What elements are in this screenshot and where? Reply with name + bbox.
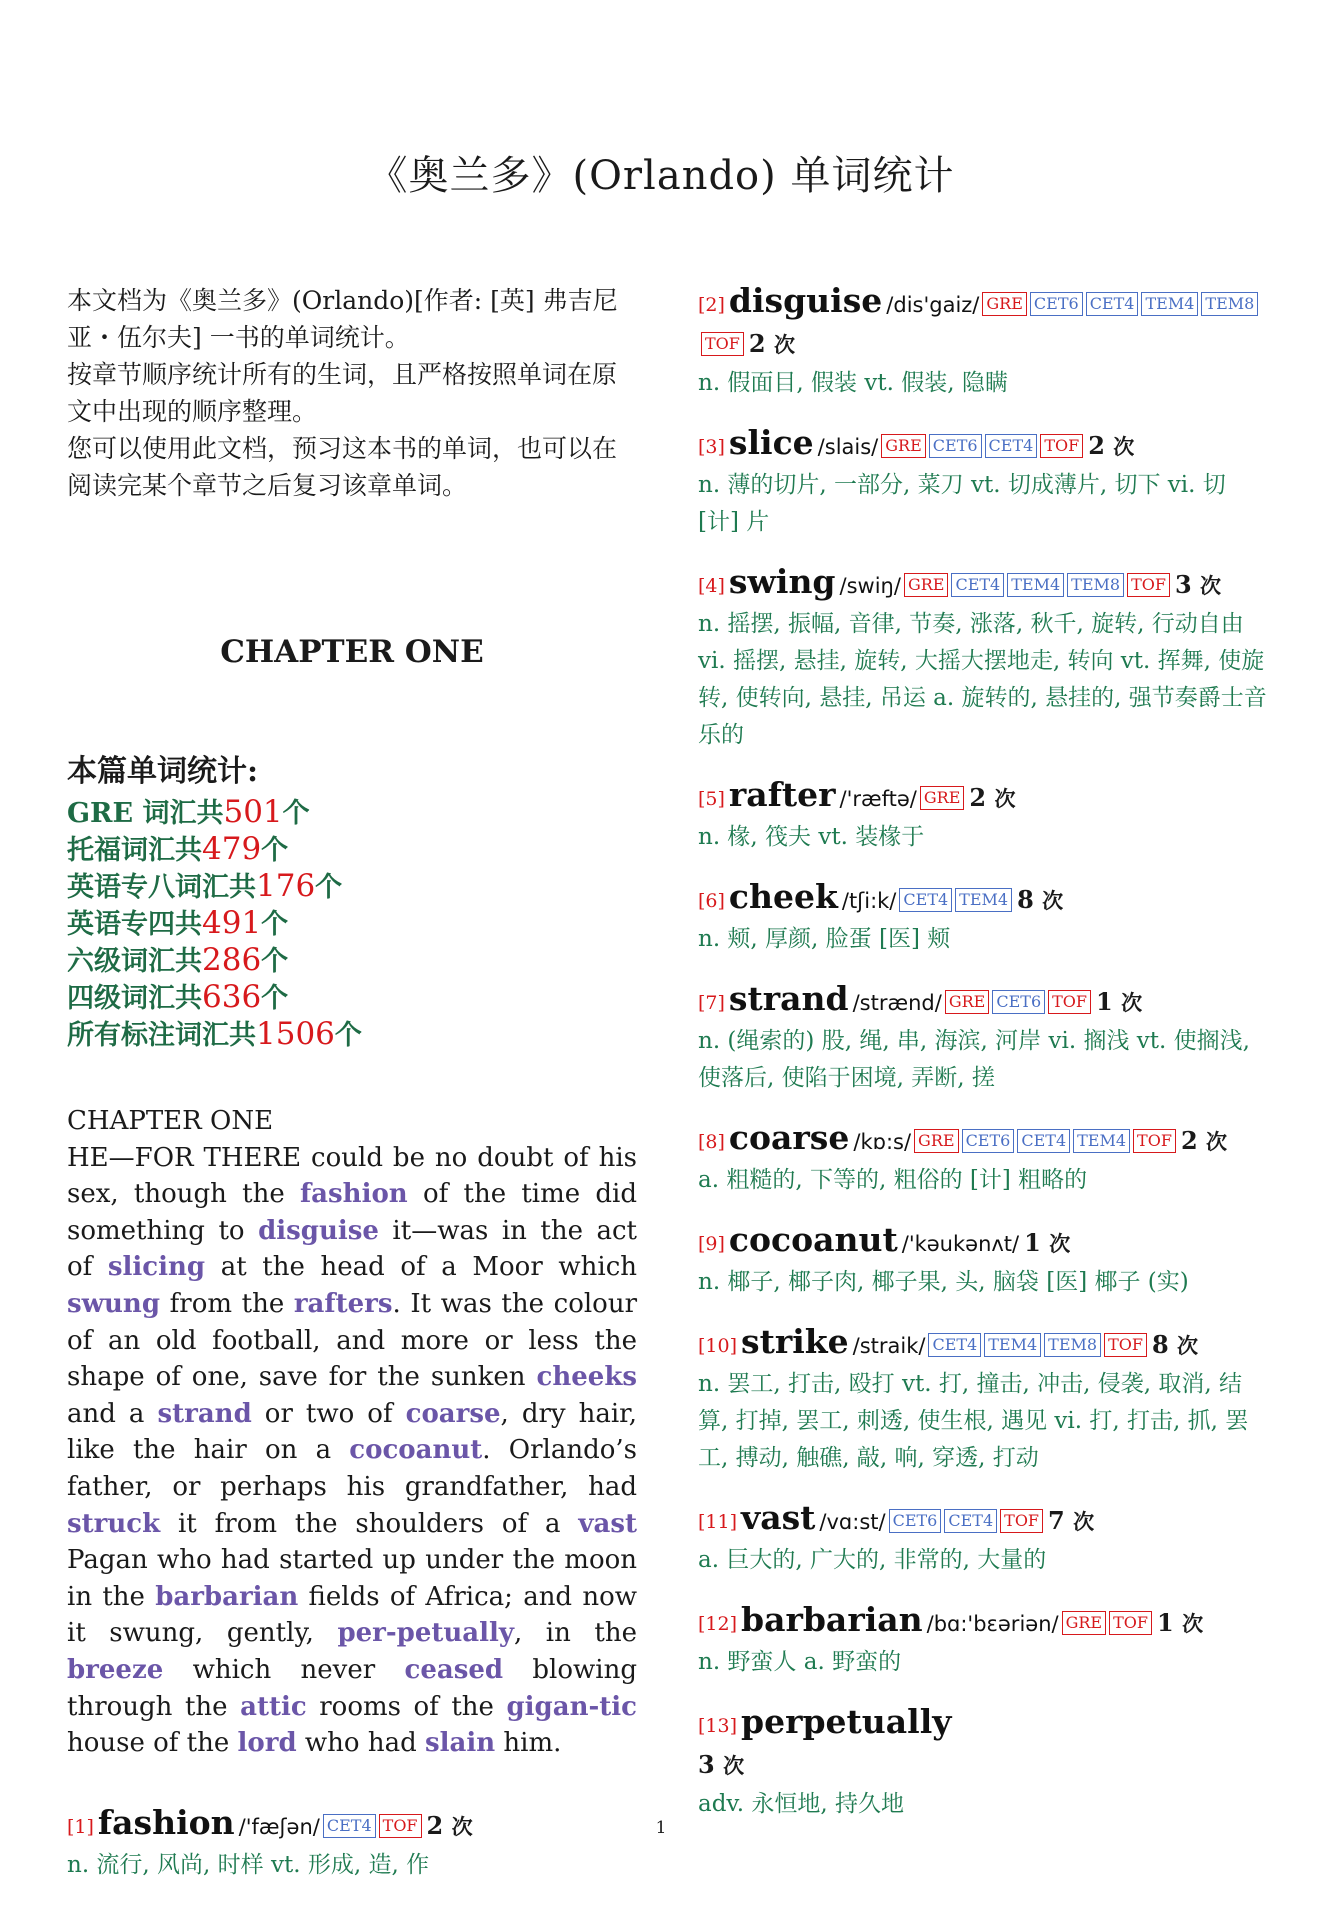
entry-index: [11]	[698, 1511, 738, 1533]
entry-phonetic: /slais/	[817, 435, 879, 459]
entry-count-value: 2	[969, 783, 987, 812]
passage-segment: rooms of the	[306, 1691, 507, 1722]
stat-label: 所有标注词汇共	[67, 1020, 256, 1051]
entry-count	[1175, 570, 1221, 599]
level-tag-cet6: CET6	[889, 1509, 942, 1533]
vocab-entry	[698, 776, 1270, 856]
entry-head	[698, 424, 1270, 467]
document-title: 《奥兰多》(Orlando) 单词统计	[367, 153, 955, 199]
passage-segment: from the	[160, 1288, 294, 1319]
passage-segment: and a	[67, 1398, 158, 1429]
passage-text	[67, 1140, 637, 1762]
entry-count-suffix: 次	[1177, 1333, 1199, 1358]
passage-segment: blowing through the	[67, 1654, 637, 1722]
entry-word: strand	[728, 979, 849, 1018]
entry-count	[1024, 1228, 1070, 1257]
level-tag-tem4: TEM4	[955, 888, 1012, 912]
entry-head	[698, 1601, 1270, 1644]
level-tag-cet6: CET6	[1030, 292, 1083, 316]
entry-index: [13]	[698, 1715, 738, 1737]
stat-unit: 个	[261, 983, 289, 1014]
keyword: breeze	[67, 1654, 164, 1685]
stat-line	[67, 1016, 637, 1053]
passage-segment: it from the shoulders of a	[160, 1508, 579, 1539]
entry-word: swing	[728, 562, 836, 601]
entry-index: [8]	[698, 1131, 725, 1153]
vocab-entry	[698, 1323, 1270, 1477]
entry-index: [3]	[698, 436, 725, 458]
entry-count-value: 8	[1017, 885, 1034, 914]
passage-segment: fields of Africa; and now it swung, gently,	[67, 1581, 638, 1649]
stat-label: GRE 词汇共	[67, 798, 224, 829]
level-tag-tem8: TEM8	[1044, 1333, 1101, 1357]
entry-count-value: 1	[1096, 987, 1113, 1016]
entry-definition: n. 罢工, 打击, 殴打 vt. 打, 撞击, 冲击, 侵袭, 取消, 结算, 打掉, 罢工, 刺透, 使生根, 遇见 vi. 打, 打击, 抓, 罢工, 搏动, 触礁, 敲, 响, 穿透, 打动	[698, 1371, 1249, 1471]
entry-count-value: 3	[698, 1750, 715, 1779]
entry-phonetic: /strænd/	[852, 991, 942, 1015]
stat-label: 托福词汇共	[67, 835, 202, 866]
level-tag-tof: TOF	[701, 332, 744, 356]
entry-count	[1096, 987, 1142, 1016]
entry-count-suffix: 次	[1200, 573, 1222, 598]
level-tag-cet4: CET4	[899, 888, 952, 912]
entry-definition: n. 椽, 筏夫 vt. 装椽于	[698, 824, 925, 850]
stats-title: 本篇单词统计:	[67, 754, 259, 789]
stat-line	[67, 794, 637, 831]
entry-count-suffix: 次	[1182, 1611, 1204, 1636]
entry-head	[698, 878, 1270, 921]
entry-index: [4]	[698, 575, 725, 597]
stat-unit: 个	[282, 798, 310, 829]
entry-definition: a. 巨大的, 广大的, 非常的, 大量的	[698, 1547, 1047, 1573]
keyword: cheeks	[536, 1362, 637, 1393]
entry-count	[1088, 431, 1134, 460]
entry-definition: n. 颊, 厚颜, 脸蛋 [医] 颊	[698, 926, 951, 952]
passage-segment: it—was in the act of	[67, 1215, 637, 1283]
entry-count-value: 1	[1024, 1228, 1041, 1257]
level-tag-tof: TOF	[1000, 1509, 1043, 1533]
stat-count: 176	[256, 868, 316, 904]
entry-index: [1]	[67, 1815, 94, 1838]
entry-definition: n. (绳索的) 股, 绳, 串, 海滨, 河岸 vi. 搁浅 vt. 使搁浅, 使落后, 使陷于困境, 弄断, 搓	[698, 1028, 1250, 1091]
level-tag-tof: TOF	[1048, 990, 1091, 1014]
keyword: slain	[424, 1728, 496, 1759]
vocab-entry	[698, 424, 1270, 541]
entry-head	[698, 1119, 1270, 1162]
level-tag-cet4: CET4	[1086, 292, 1139, 316]
stat-count: 501	[223, 794, 283, 830]
entry-phonetic: /bɑ:'bɛəriən/	[926, 1612, 1059, 1636]
passage-segment: , dry hair, like the hair on a	[67, 1398, 638, 1466]
entry-count	[1048, 1506, 1094, 1535]
entry-count-suffix: 次	[1049, 1231, 1071, 1256]
stat-count: 286	[202, 942, 262, 978]
entry-count-suffix: 次	[1073, 1509, 1095, 1534]
entry-phonetic: /vɑ:st/	[819, 1510, 886, 1534]
level-tag-tof: TOF	[379, 1814, 422, 1838]
entry-phonetic: /dis'gaiz/	[886, 293, 980, 317]
stat-unit: 个	[261, 909, 289, 940]
entry-head	[698, 1703, 1270, 1786]
entry-definition: n. 野蛮人 a. 野蛮的	[698, 1649, 902, 1675]
passage-segment: . It was the colour of an old football, and more or less the shape of one, save for the sunken	[67, 1288, 638, 1393]
entry-word: cocoanut	[728, 1220, 898, 1259]
stat-unit: 个	[261, 835, 289, 866]
keyword: struck	[67, 1508, 161, 1539]
keyword: barbarian	[155, 1581, 299, 1612]
entry-count-value: 2	[748, 329, 766, 358]
entry-phonetic: /kɒ:s/	[853, 1130, 912, 1154]
entry-index: [10]	[698, 1335, 738, 1357]
level-tag-tem4: TEM4	[1007, 573, 1064, 597]
keyword: ceased	[404, 1654, 504, 1685]
intro-line: 您可以使用此文档，预习这本书的单词，也可以在阅读完某个章节之后复习该章单词。	[67, 434, 618, 500]
entry-phonetic: /straik/	[852, 1334, 926, 1358]
entry-count-value: 8	[1151, 1330, 1169, 1359]
entry-index: [6]	[698, 890, 725, 912]
passage	[67, 1103, 637, 1762]
entry-index: [2]	[698, 294, 725, 316]
entry-phonetic: /'kəukənʌt/	[901, 1232, 1020, 1256]
entry-count-suffix: 次	[1121, 990, 1143, 1015]
level-tag-tof: TOF	[1127, 573, 1170, 597]
entry-word: cheek	[728, 877, 838, 916]
level-tag-tof: TOF	[1104, 1333, 1147, 1357]
passage-segment: HE—FOR THERE could be no doubt of his sex, though the	[67, 1142, 637, 1210]
level-tag-cet4: CET4	[944, 1509, 997, 1533]
level-tag-cet6: CET6	[962, 1129, 1015, 1153]
right-column	[698, 282, 1270, 1845]
vocab-entry	[698, 282, 1270, 402]
passage-segment: . Orlando’s father, or perhaps his grandfather, had	[67, 1435, 637, 1502]
entry-count-suffix: 次	[723, 1753, 745, 1778]
entry-head	[698, 980, 1270, 1023]
level-tag-gre: GRE	[881, 434, 926, 458]
level-tag-cet4: CET4	[1017, 1129, 1070, 1153]
level-tag-cet4: CET4	[985, 434, 1038, 458]
entry-head	[698, 1323, 1270, 1366]
intro-line: 本文档为《奥兰多》(Orlando)[作者: [英] 弗吉尼亚・伍尔夫] 一书的单词统计。	[67, 286, 618, 352]
stat-count: 636	[202, 979, 262, 1015]
keyword: coarse	[405, 1398, 501, 1429]
entry-index: [12]	[698, 1613, 738, 1635]
level-tag-cet6: CET6	[929, 434, 982, 458]
level-tag-tem8: TEM8	[1067, 573, 1124, 597]
stats-list	[67, 794, 637, 1053]
vocab-entry	[67, 1804, 637, 1884]
vocab-entry	[698, 1221, 1270, 1301]
entry-count	[969, 783, 1015, 812]
keyword: cocoanut	[349, 1435, 483, 1466]
entry-count-suffix: 次	[994, 786, 1016, 811]
keyword: attic	[240, 1691, 307, 1722]
passage-segment: of the time did something to	[67, 1179, 637, 1246]
level-tag-cet4: CET4	[928, 1333, 981, 1357]
level-tag-gre: GRE	[1062, 1611, 1107, 1635]
passage-segment: or two of	[251, 1398, 406, 1429]
vocab-entry	[698, 878, 1270, 958]
level-tag-cet6: CET6	[992, 990, 1045, 1014]
keyword: lord	[237, 1728, 297, 1759]
entry-count-value: 2	[426, 1810, 444, 1840]
keyword: vast	[578, 1508, 637, 1539]
stat-count: 1506	[256, 1016, 335, 1052]
entry-definition: n. 流行, 风尚, 时样 vt. 形成, 造, 作	[67, 1851, 430, 1878]
entry-count-value: 1	[1157, 1608, 1174, 1637]
stat-unit: 个	[334, 1020, 362, 1051]
entry-word: perpetually	[741, 1702, 952, 1741]
level-tag-gre: GRE	[904, 573, 949, 597]
entry-count-suffix: 次	[451, 1813, 473, 1839]
entry-count	[1017, 885, 1063, 914]
entry-word: disguise	[728, 281, 883, 320]
left-entries	[67, 1804, 637, 1884]
entry-head	[698, 563, 1270, 606]
keyword: strand	[157, 1398, 252, 1429]
level-tag-cet4: CET4	[951, 573, 1004, 597]
stat-line	[67, 905, 637, 942]
vocab-entry	[698, 1119, 1270, 1199]
entry-definition: adv. 永恒地, 持久地	[698, 1791, 904, 1817]
entry-definition: n. 薄的切片, 一部分, 菜刀 vt. 切成薄片, 切下 vi. 切 [计] 片	[698, 472, 1226, 535]
entry-index: [5]	[698, 788, 725, 810]
level-tag-gre: GRE	[920, 786, 965, 810]
entry-count-value: 2	[1180, 1126, 1198, 1155]
stat-unit: 个	[315, 872, 343, 903]
keyword: rafters	[293, 1288, 393, 1319]
page-number: 1	[655, 1818, 667, 1838]
stat-label: 六级词汇共	[67, 946, 202, 977]
vocab-entry	[698, 1601, 1270, 1681]
entry-definition: n. 摇摆, 振幅, 音律, 节奏, 涨落, 秋千, 旋转, 行动自由 vi. 摇摆, 悬挂, 旋转, 大摇大摆地走, 转向 vt. 挥舞, 使旋转, 使转向, 悬挂, 吊运 a. 旋转的, 悬挂的, 强节奏爵士音乐的	[698, 611, 1267, 748]
entry-count-suffix: 次	[1042, 888, 1064, 913]
keyword: per-petually	[337, 1618, 514, 1649]
intro	[67, 282, 637, 504]
entry-head	[698, 1221, 1270, 1264]
entry-head	[698, 776, 1270, 819]
level-tag-gre: GRE	[914, 1129, 959, 1153]
vocab-entry	[698, 563, 1270, 754]
entry-word: rafter	[728, 775, 836, 814]
passage-segment: who had	[296, 1728, 425, 1759]
level-tag-tem4: TEM4	[1141, 292, 1198, 316]
stat-count: 491	[202, 905, 262, 941]
entry-word: fashion	[97, 1802, 235, 1842]
keyword: disguise	[258, 1215, 379, 1246]
entry-count-value: 3	[1174, 570, 1192, 599]
level-tag-tof: TOF	[1133, 1129, 1176, 1153]
stat-line	[67, 979, 637, 1016]
level-tag-tem4: TEM4	[1073, 1129, 1130, 1153]
left-column	[67, 282, 637, 1906]
stat-line	[67, 831, 637, 868]
stat-label: 英语专四共	[67, 909, 202, 940]
entry-phonetic: /tʃi:k/	[841, 889, 897, 913]
stat-unit: 个	[261, 946, 289, 977]
level-tag-gre: GRE	[945, 990, 990, 1014]
level-tag-tof: TOF	[1109, 1611, 1152, 1635]
entry-count	[698, 1750, 744, 1779]
passage-segment: Pagan who had started up under the moon in the	[67, 1545, 637, 1612]
keyword: slicing	[107, 1252, 206, 1283]
entry-word: barbarian	[741, 1600, 923, 1639]
entry-count-suffix: 次	[773, 332, 795, 357]
stat-count: 479	[202, 831, 262, 867]
level-tag-tem4: TEM4	[984, 1333, 1041, 1357]
entry-head	[698, 282, 1270, 365]
intro-line: 按章节顺序统计所有的生词，且严格按照单词在原文中出现的顺序整理。	[67, 360, 618, 426]
entry-count-suffix: 次	[1206, 1129, 1227, 1154]
entry-phonetic: /swiŋ/	[839, 574, 901, 598]
passage-segment: which never	[163, 1654, 405, 1685]
entry-index: [7]	[698, 992, 725, 1014]
passage-segment: , in the	[514, 1618, 637, 1649]
vocab-entry	[698, 1703, 1270, 1823]
entry-definition: n. 假面目, 假装 vt. 假装, 隐瞒	[698, 370, 1008, 396]
keyword: fashion	[300, 1179, 408, 1210]
vocab-entry	[698, 1499, 1270, 1579]
level-tag-tem8: TEM8	[1201, 292, 1258, 316]
passage-segment: house of the	[67, 1728, 238, 1759]
entry-count-suffix: 次	[1113, 434, 1135, 459]
entry-count	[1152, 1330, 1198, 1359]
entry-index: [9]	[698, 1233, 725, 1255]
passage-heading: CHAPTER ONE	[67, 1106, 274, 1136]
entry-count	[749, 329, 795, 358]
entry-word: strike	[741, 1322, 849, 1361]
level-tag-gre: GRE	[982, 292, 1027, 316]
entry-definition: n. 椰子, 椰子肉, 椰子果, 头, 脑袋 [医] 椰子 (实)	[698, 1269, 1189, 1295]
entry-phonetic: /'fæʃən/	[238, 1814, 320, 1839]
passage-segment: at the head of a Moor which	[205, 1252, 637, 1283]
entry-word: coarse	[728, 1118, 850, 1157]
entry-count-value: 7	[1048, 1506, 1065, 1535]
stat-label: 英语专八词汇共	[67, 872, 256, 903]
entry-word: vast	[741, 1498, 816, 1537]
vocab-entry	[698, 980, 1270, 1097]
stat-line	[67, 942, 637, 979]
entry-count	[1157, 1608, 1203, 1637]
level-tag-cet4: CET4	[323, 1814, 376, 1838]
level-tag-tof: TOF	[1040, 434, 1083, 458]
stat-line	[67, 868, 637, 905]
passage-segment: him.	[495, 1728, 562, 1759]
entry-phonetic: /'ræftə/	[839, 787, 917, 811]
entry-definition: a. 粗糙的, 下等的, 粗俗的 [计] 粗略的	[698, 1167, 1088, 1193]
chapter-heading: CHAPTER ONE	[220, 634, 484, 670]
entry-word: slice	[728, 423, 814, 462]
entry-count-value: 2	[1088, 431, 1105, 460]
keyword: swung	[67, 1288, 161, 1319]
stat-label: 四级词汇共	[67, 983, 202, 1014]
entry-count	[1181, 1126, 1227, 1155]
keyword: gigan-tic	[506, 1691, 637, 1722]
entry-head	[698, 1499, 1270, 1542]
